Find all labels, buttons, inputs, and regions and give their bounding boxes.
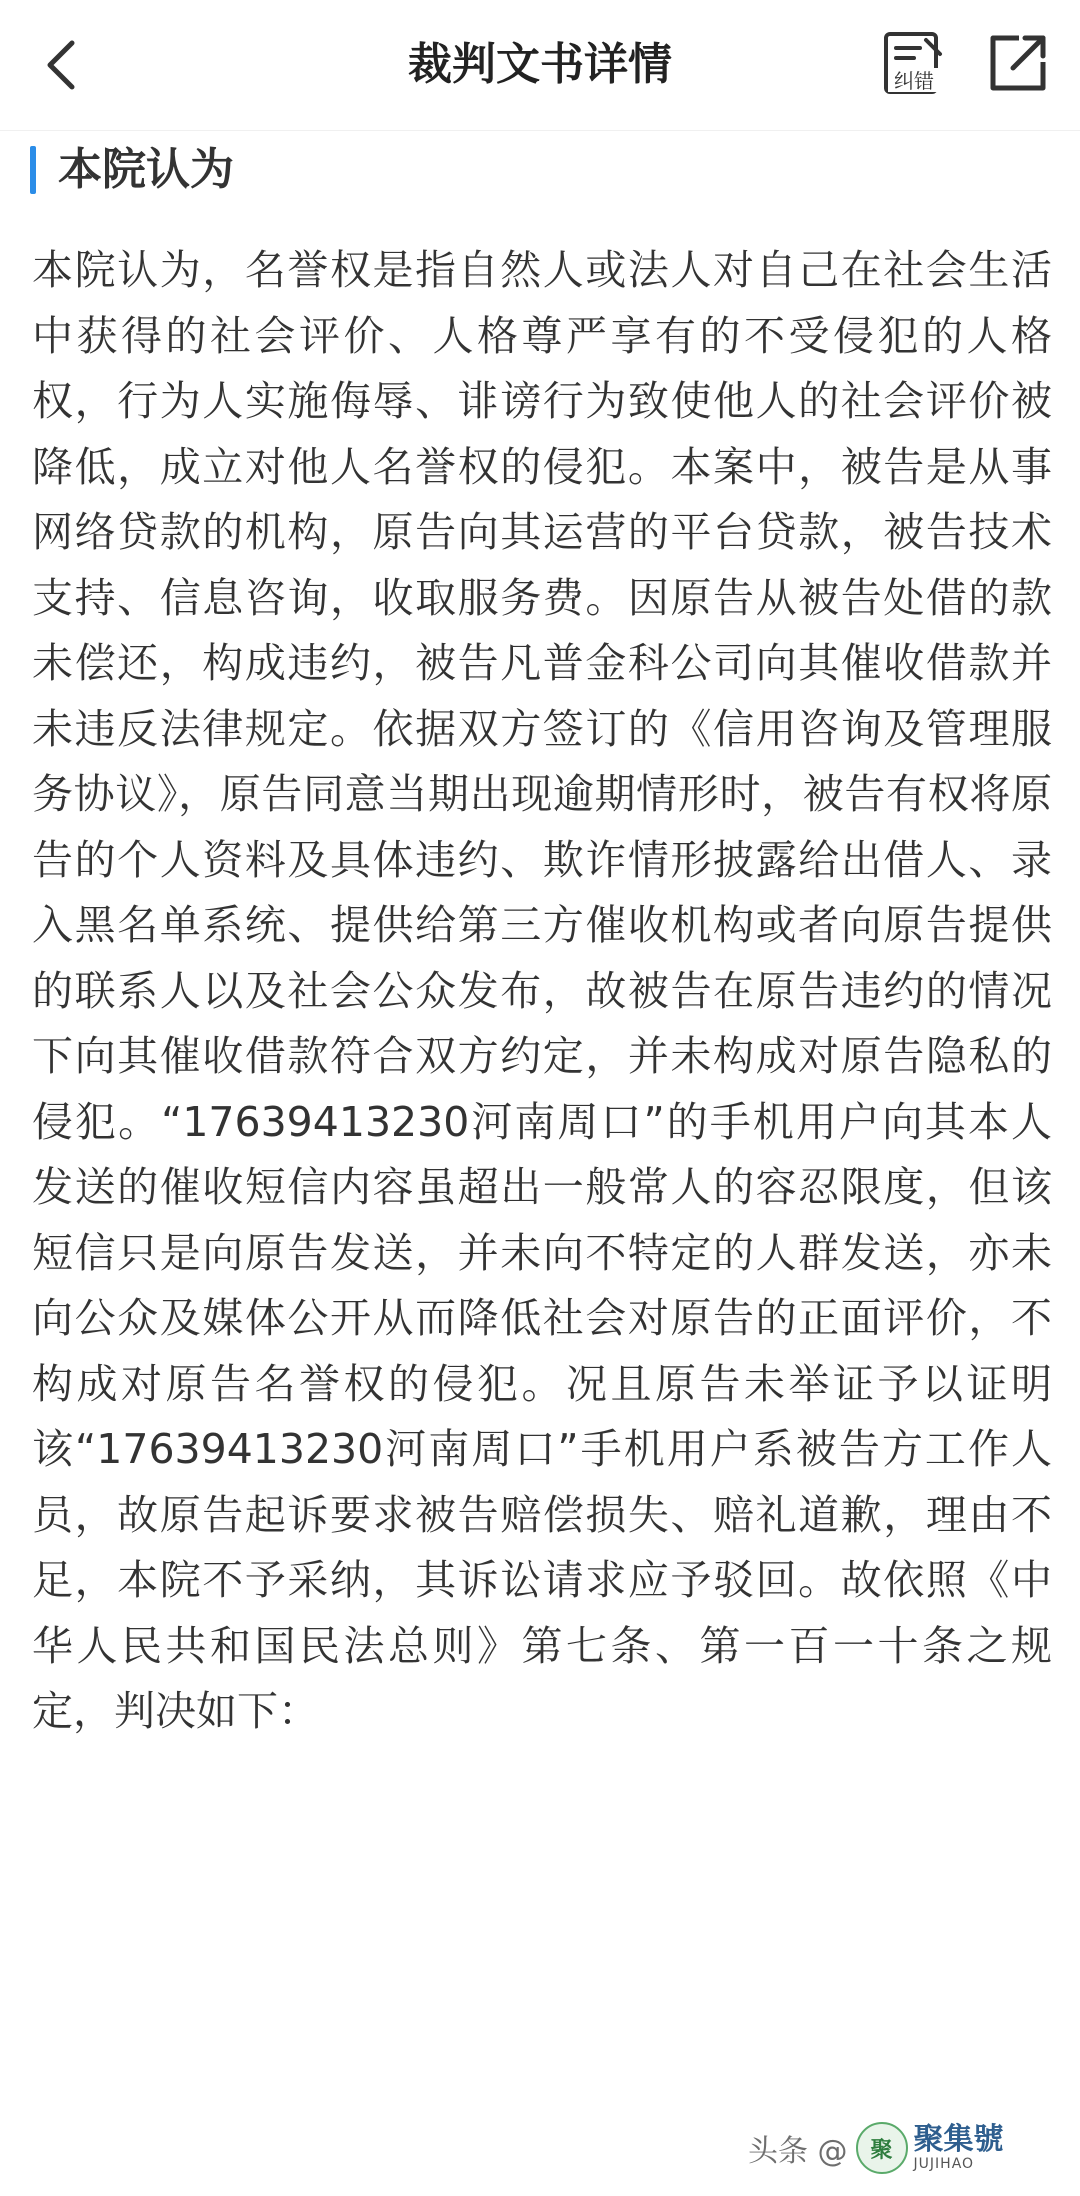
nav-bar: [0, 0, 1080, 131]
brand-block: [913, 2122, 1004, 2172]
correction-button[interactable]: [880, 28, 950, 98]
correction-label: 纠错: [894, 69, 934, 93]
brand-logo-icon: 聚: [856, 2122, 908, 2174]
section-title: 本院认为: [58, 144, 234, 195]
edit-doc-icon: [880, 28, 950, 98]
section-header: [0, 130, 1080, 210]
watermark-prefix: 头条 @: [748, 2134, 848, 2169]
section-accent-bar: [30, 146, 36, 194]
brand-sub: JUJIHAO: [913, 2156, 975, 2172]
share-button[interactable]: [985, 30, 1051, 96]
judgment-text: 本院认为，名誉权是指自然人或法人对自己在社会生活中获得的社会评价、人格尊严享有的不受侵犯的人格权，行为人实施侮辱、诽谤行为致使他人的社会评价被降低，成立对他人名誉权的侵犯。本案中，被告是从事网络贷款的机构，原告向其运营的平台贷款，被告技术支持、信息咨询，收取服务费。因原告从被告处借的款未偿还，构成违约，被告凡普金科公司向其催收借款并未违反法律规定。依据双方签订的《信用咨询及管理服务协议》，原告同意当期出现逾期情形时，被告有权将原告的个人资料及具体违约、欺诈情形披露给出借人、录入黑名单系统、提供给第三方催收机构或者向原告提供的联系人以及社会公众发布，故被告在原告违约的情况下向其催收借款符合双方约定，并未构成对原告隐私的侵犯。“17639413230河南周口”的手机用户向其本人发送的催收短信内容虽超出一般常人的容忍限度，但该短信只是向原告发送，并未向不特定的人群发送，亦未向公众及媒体公开从而降低社会对原告的正面评价，不构成对原告名誉权的侵犯。况且原告未举证予以证明该“17639413230河南周口”手机用户系被告方工作人员，故原告起诉要求被告赔偿损失、赔礼道歉，理由不足，本院不予采纳，其诉讼请求应予驳回。故依照《中华人民共和国民法总则》第七条、第一百一十条之规定，判决如下：: [32, 246, 1052, 1735]
page-title: 裁判文书详情: [408, 39, 672, 90]
share-external-icon: [985, 30, 1051, 96]
watermark: [748, 2118, 1004, 2178]
brand-name: 聚集號: [913, 2122, 1004, 2157]
